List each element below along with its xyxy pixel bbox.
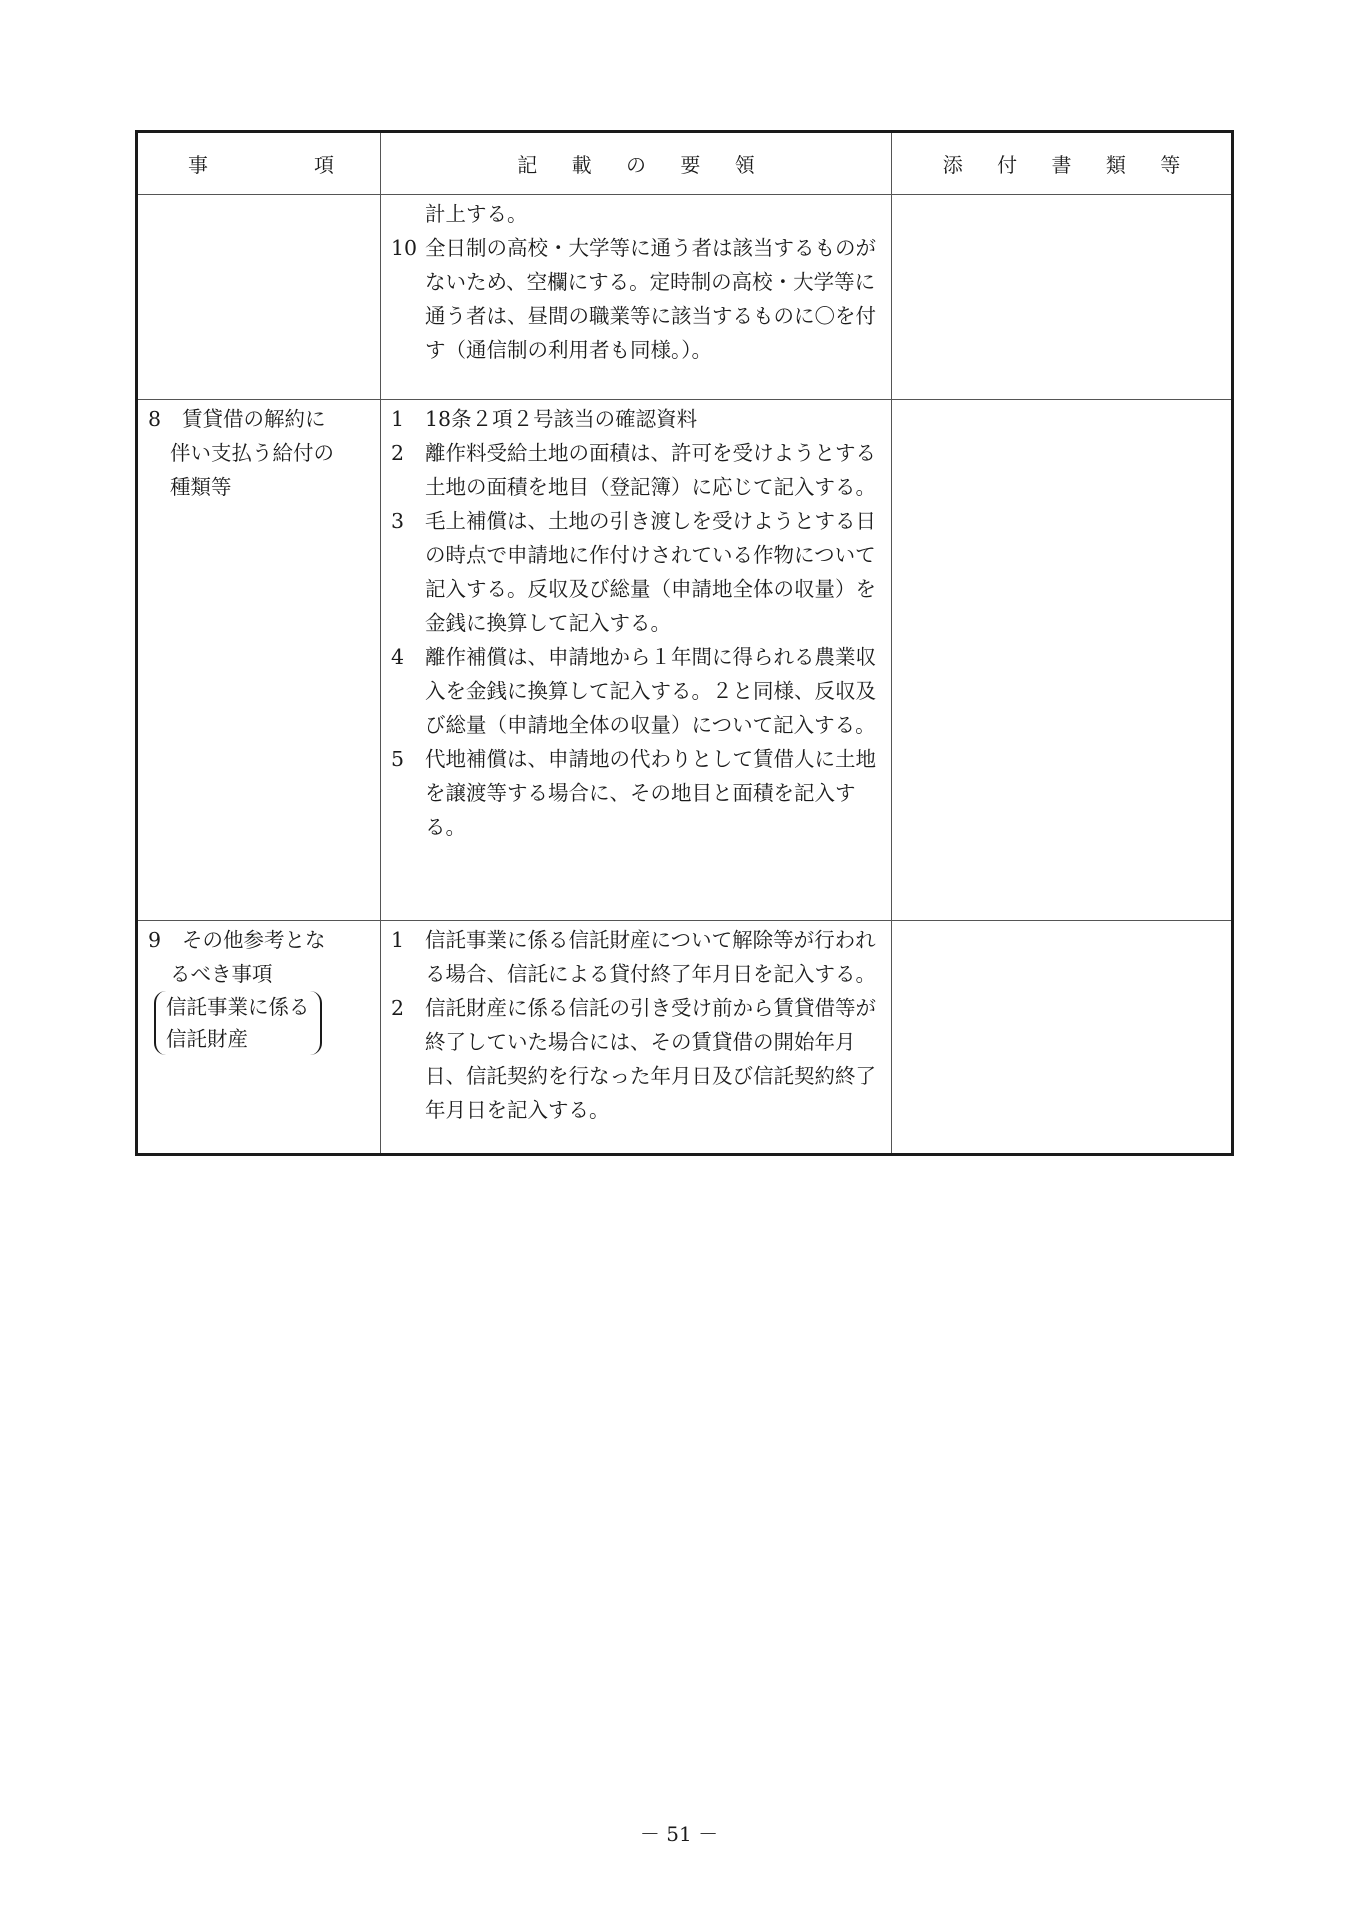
instruction-number: 2: [391, 441, 405, 465]
instruction-item: [391, 991, 883, 1127]
instruction-item: [391, 231, 883, 367]
instruction-item: [391, 640, 883, 742]
item-bracket-note: [154, 991, 322, 1055]
instruction-item: [391, 504, 883, 640]
instruction-text: 18条２項２号該当の確認資料: [425, 407, 698, 431]
item-heading: [148, 923, 372, 957]
instruction-text: 全日制の高校・大学等に通う者は該当するものがないため、空欄にする。定時制の高校・大学等に通う者は、昼間の職業等に該当するものに〇を付す（通信制の利用者も同様。）。: [425, 236, 876, 362]
item-title-line: 賃貸借の解約に: [182, 407, 326, 431]
instruction-number: 1: [391, 928, 405, 952]
instruction-text: 信託事業に係る信託財産について解除等が行われる場合、信託による貸付終了年月日を記入する。: [425, 928, 876, 986]
item-bracket-line: 信託財産: [166, 1027, 248, 1051]
page-number: － 51 －: [639, 1822, 719, 1846]
header-attachments-label: 添 付 書 類 等: [942, 153, 1195, 177]
document-table: [135, 130, 1234, 1156]
item-cell: [137, 195, 381, 400]
header-item-char-2: 項: [314, 153, 334, 177]
attachments-cell: [892, 921, 1233, 1155]
item-title-line: 種類等: [170, 475, 232, 499]
item-bracket-line: 信託事業に係る: [166, 995, 310, 1019]
item-title: [182, 402, 372, 436]
table-header-row: [137, 132, 1233, 195]
table-row: [137, 400, 1233, 921]
instruction-text: 信託財産に係る信託の引き受け前から賃貸借等が終了していた場合には、その賃貸借の開始年月日、信託契約を行なった年月日及び信託契約終了年月日を記入する。: [425, 996, 876, 1122]
attachments-cell: [892, 400, 1233, 921]
instruction-continuation: 計上する。: [425, 202, 528, 226]
instruction-text: 離作補償は、申請地から１年間に得られる農業収入を金銭に換算して記入する。２と同様、反収及び総量（申請地全体の収量）について記入する。: [425, 645, 876, 737]
header-attachments: [892, 132, 1233, 195]
item-number: 9: [148, 928, 162, 952]
item-title-line: 伴い支払う給付の: [170, 441, 334, 465]
instruction-item: [391, 436, 883, 504]
item-cell: [137, 400, 381, 921]
instructions-cell: [381, 400, 892, 921]
table-row: [137, 195, 1233, 400]
instructions-cell: [381, 195, 892, 400]
header-instructions: [381, 132, 892, 195]
header-item: [137, 132, 381, 195]
item-number: 8: [148, 407, 162, 431]
attachments-cell: [892, 195, 1233, 400]
instruction-number: 4: [391, 645, 405, 669]
instruction-number: 3: [391, 509, 405, 533]
table-row: [137, 921, 1233, 1155]
item-title-line: その他参考とな: [182, 928, 326, 952]
instruction-number: 5: [391, 747, 405, 771]
instruction-number: 10: [391, 236, 418, 260]
instruction-item: [391, 742, 883, 844]
instruction-number: 2: [391, 996, 405, 1020]
item-cell: [137, 921, 381, 1155]
header-item-char-1: 事: [188, 153, 208, 177]
item-title-line: るべき事項: [170, 962, 273, 986]
instruction-item: [391, 402, 883, 436]
instructions-cell: [381, 921, 892, 1155]
header-instructions-label: 記 載 の 要 領: [517, 153, 769, 177]
instruction-text: 離作料受給土地の面積は、許可を受けようとする土地の面積を地目（登記簿）に応じて記入する。: [425, 441, 876, 499]
item-heading: [148, 402, 372, 436]
instruction-text: 代地補償は、申請地の代わりとして賃借人に土地を譲渡等する場合に、その地目と面積を記入する。: [425, 747, 876, 839]
instruction-number: 1: [391, 407, 405, 431]
instruction-item: [391, 923, 883, 991]
instruction-text: 毛上補償は、土地の引き渡しを受けようとする日の時点で申請地に作付けされている作物について記入する。反収及び総量（申請地全体の収量）を金銭に換算して記入する。: [425, 509, 876, 635]
